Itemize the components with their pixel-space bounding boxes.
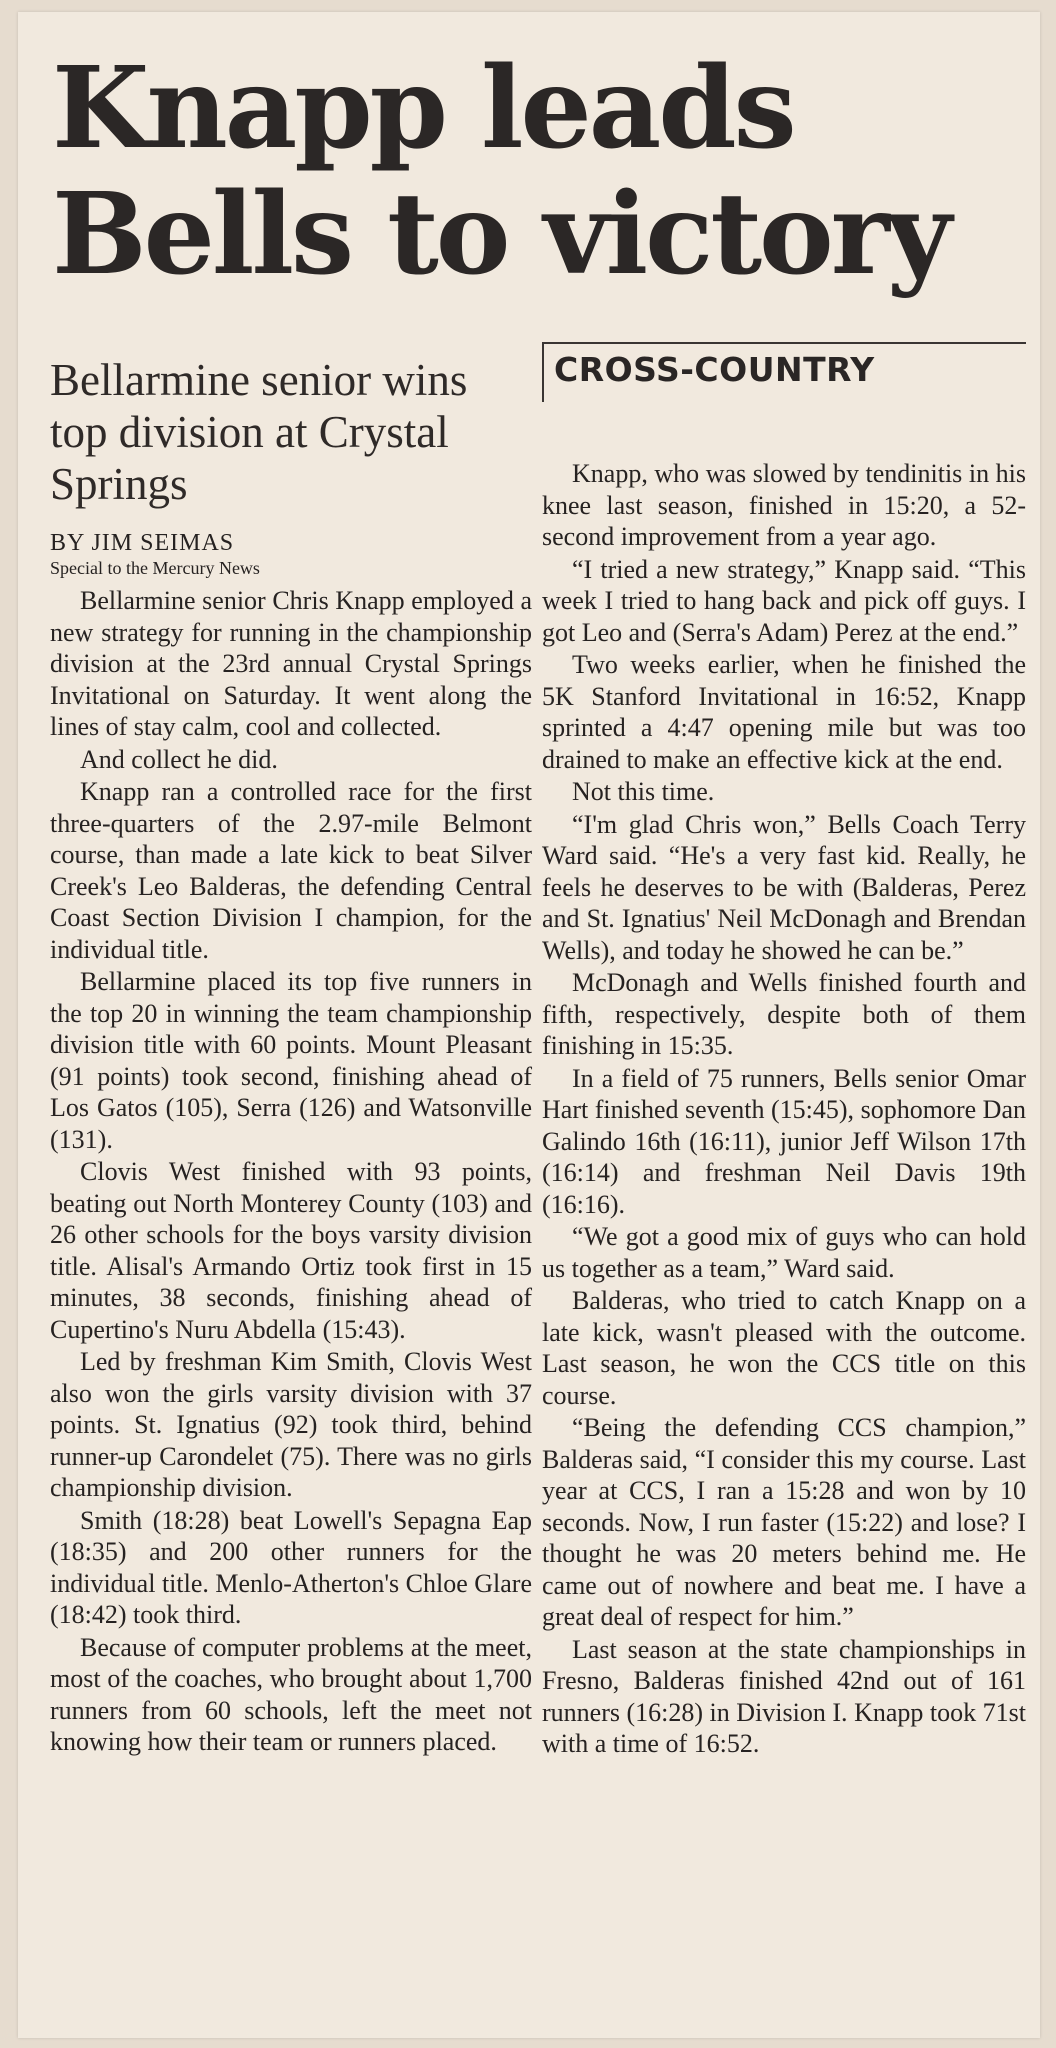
article-paragraph: McDonagh and Wells finished fourth and fifth, respectively, despite both of them finishing in 15:35. xyxy=(542,968,1026,1060)
right-column xyxy=(542,342,1026,1760)
article-paragraph: Knapp, who was slowed by tendinitis in his knee last season, finished in 15:20, a 52-second improvement from a year ago. xyxy=(542,459,1026,551)
subheadline: Bellarmine senior wins top division at Crystal Springs xyxy=(50,355,468,509)
article-paragraph: “We got a good mix of guys who can hold us together as a team,” Ward said. xyxy=(542,1222,1026,1283)
article-paragraph: “I tried a new strategy,” Knapp said. “This week I tried to hang back and pick off guys. I got Leo and (Serra's Adam) Perez at the end.” xyxy=(542,554,1026,647)
section-header xyxy=(542,342,1026,402)
section-label: CROSS-COUNTRY xyxy=(554,350,875,389)
article-paragraph: Two weeks earlier, when he finished the 5K Stanford Invitational in 16:52, Knapp sprinted a 4:47 opening mile but was too drained to make an effective kick at the end. xyxy=(542,650,1026,774)
article-paragraph: “I'm glad Chris won,” Bells Coach Terry Ward said. “He's a very fast kid. Really, he feels he deserves to be with (Balderas, Perez and St. Ignatius' Neil McDonagh and Brendan Wells), and today he showed he can be.” xyxy=(542,809,1026,965)
article-paragraph: Last season at the state championships in Fresno, Balderas finished 42nd out of 161 runners (16:28) in Division I. Knapp took 71st with a time of 16:52. xyxy=(542,1634,1026,1758)
article-paragraph: Bellarmine senior Chris Knapp employed a new strategy for running in the championship division at the 23rd annual Crystal Springs Invitational on Saturday. It went along the lines of stay calm, cool and collected. xyxy=(50,586,532,741)
article-paragraph: Balderas, who tried to catch Knapp on a late kick, wasn't pleased with the outcome. Last season, he won the CCS title on this course. xyxy=(542,1286,1026,1410)
article-paragraph: Bellarmine placed its top five runners in the top 20 in winning the team championship division title with 60 points. Mount Pleasant (91 points) took second, finishing ahead of Los Gatos (105), Serra (126) and Watsonville (131). xyxy=(50,967,532,1154)
article-paragraph: Clovis West finished with 93 points, beating out North Monterey County (103) and 26 other schools for the boys varsity division title. Alisal's Armando Ortiz took first in 15 minutes, 38 seconds, finishing ahead of Cupertino's Nuru Abdella (15:43). xyxy=(50,1157,532,1344)
article-paragraph: Smith (18:28) beat Lowell's Sepagna Eap (18:35) and 200 other runners for the individual title. Menlo-Atherton's Chloe Glare (18:42) took third. xyxy=(50,1505,532,1629)
newspaper-clipping xyxy=(18,12,1040,2038)
article-paragraph: Led by freshman Kim Smith, Clovis West also won the girls varsity division with 37 points. St. Ignatius (92) took third, behind runner-up Carondelet (75). There was no girls championship division. xyxy=(50,1347,532,1502)
article-paragraph: And collect he did. xyxy=(80,744,278,774)
headline: Knapp leads Bells to victory xyxy=(52,43,949,300)
article-paragraph: In a field of 75 runners, Bells senior Omar Hart finished seventh (15:45), sophomore Dan Galindo 16th (16:11), junior Jeff Wilson 17th (16:14) and freshman Neil Davis 19th (16:16). xyxy=(542,1063,1026,1219)
byline-credit: Special to the Mercury News xyxy=(50,558,260,578)
article-paragraph: Knapp ran a controlled race for the first three-quarters of the 2.97-mile Belmont course, than made a late kick to beat Silver Creek's Leo Balderas, the defending Central Coast Section Division I champion, for the individual title. xyxy=(50,777,532,964)
byline: BY JIM SEIMAS xyxy=(50,530,235,556)
article-paragraph: “Being the defending CCS champion,” Balderas said, “I consider this my course. Last year at CCS, I ran a 15:28 and won by 10 seconds. Now, I run faster (15:22) and lose? I thought he was 20 meters behind me. He came out of nowhere and beat me. I have a great deal of respect for him.” xyxy=(542,1413,1026,1631)
article-paragraph: Not this time. xyxy=(572,777,715,806)
article-paragraph: Because of computer problems at the meet, most of the coaches, who brought about 1,700 runners from 60 schools, left the meet not knowing how their team or runners placed. xyxy=(50,1632,532,1756)
left-column xyxy=(50,342,532,1758)
